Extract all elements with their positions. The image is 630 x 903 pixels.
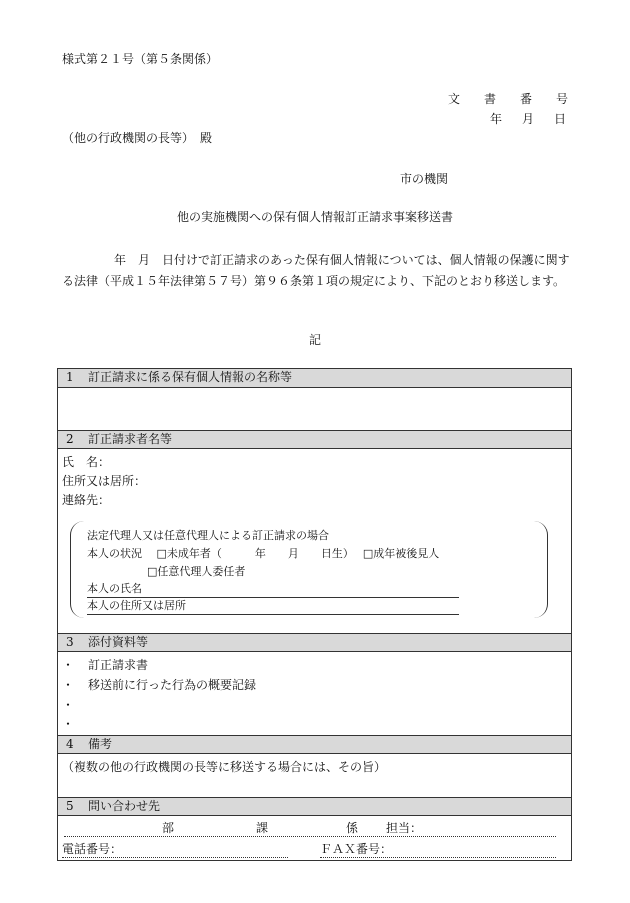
section-label: 訂正請求者名等 xyxy=(88,432,173,446)
principal-status-row xyxy=(87,545,531,563)
delegate-checkbox: □任意代理人委任者 xyxy=(147,565,246,578)
section-number: 1 xyxy=(66,370,74,384)
unit-label: 係 xyxy=(346,821,359,835)
form-number: 様式第２１号（第５条関係） xyxy=(62,52,219,66)
remarks-note: （複数の他の行政機関の長等に移送する場合には、その旨） xyxy=(62,760,387,774)
section-number: 2 xyxy=(66,432,74,446)
section-label-unit: 課 xyxy=(256,821,269,835)
requester-address-field: 住所又は居所： xyxy=(62,474,147,488)
person-label: 担当： xyxy=(386,821,423,835)
section-4-header xyxy=(58,735,571,754)
bullet: ・ xyxy=(62,717,75,731)
agent-title: 法定代理人又は任意代理人による訂正請求の場合 xyxy=(87,529,329,542)
requester-contact-field: 連絡先： xyxy=(62,493,111,507)
body-paragraph xyxy=(62,250,572,292)
phone-field: 電話番号： xyxy=(62,841,288,858)
section-number: 5 xyxy=(66,799,74,813)
contact-dept-line xyxy=(64,820,556,837)
fax-field: ＦＡＸ番号： xyxy=(320,841,556,858)
principal-address-field: 本人の住所又は居所 xyxy=(87,598,459,615)
section-3-header xyxy=(58,633,571,652)
form-table xyxy=(57,368,572,861)
section-1-header xyxy=(58,369,571,388)
document-date: 年 月 日 xyxy=(490,112,571,126)
attachment-label: 移送前に行った行為の概要記録 xyxy=(88,678,257,692)
section-number: 3 xyxy=(66,635,74,649)
list-item xyxy=(62,676,567,694)
requester-name-field: 氏 名： xyxy=(62,455,111,469)
dept-label: 部 xyxy=(162,821,175,835)
section-number: 4 xyxy=(66,737,74,751)
bullet: ・ xyxy=(62,658,75,672)
section-label: 訂正請求に係る保有個人情報の名称等 xyxy=(88,370,293,384)
bullet: ・ xyxy=(62,698,75,712)
addressee: （他の行政機関の長等） 殿 xyxy=(62,131,213,145)
document-title: 他の実施機関への保有個人情報訂正請求事案移送書 xyxy=(176,210,453,224)
section-5-header xyxy=(58,797,571,816)
document-number: 文 書 番 号 xyxy=(448,92,575,106)
agent-bracket xyxy=(70,521,548,618)
attachment-label: 訂正請求書 xyxy=(88,658,149,672)
adult-ward-checkbox: □成年被後見人 xyxy=(362,547,440,560)
section-2-header xyxy=(58,430,571,449)
list-item xyxy=(62,696,567,714)
bullet: ・ xyxy=(62,678,75,692)
section-label: 添付資料等 xyxy=(88,635,149,649)
list-item xyxy=(62,656,567,674)
list-item xyxy=(62,715,567,733)
minor-checkbox: □未成年者（ 年 月 日生） xyxy=(156,547,349,560)
body-text: 年 月 日付けで訂正請求のあった保有個人情報については、個人情報の保護に関する法律（平成１５年法律第５７号）第９６条第１項の規定により、下記のとおり移送します。 xyxy=(62,253,570,288)
section-label: 問い合わせ先 xyxy=(88,799,161,813)
section-label: 備考 xyxy=(88,737,113,751)
status-label: 本人の状況 xyxy=(87,547,142,560)
ki-heading: 記 xyxy=(308,333,321,347)
principal-name-field: 本人の氏名 xyxy=(87,581,459,598)
sender: 市の機関 xyxy=(400,172,449,186)
